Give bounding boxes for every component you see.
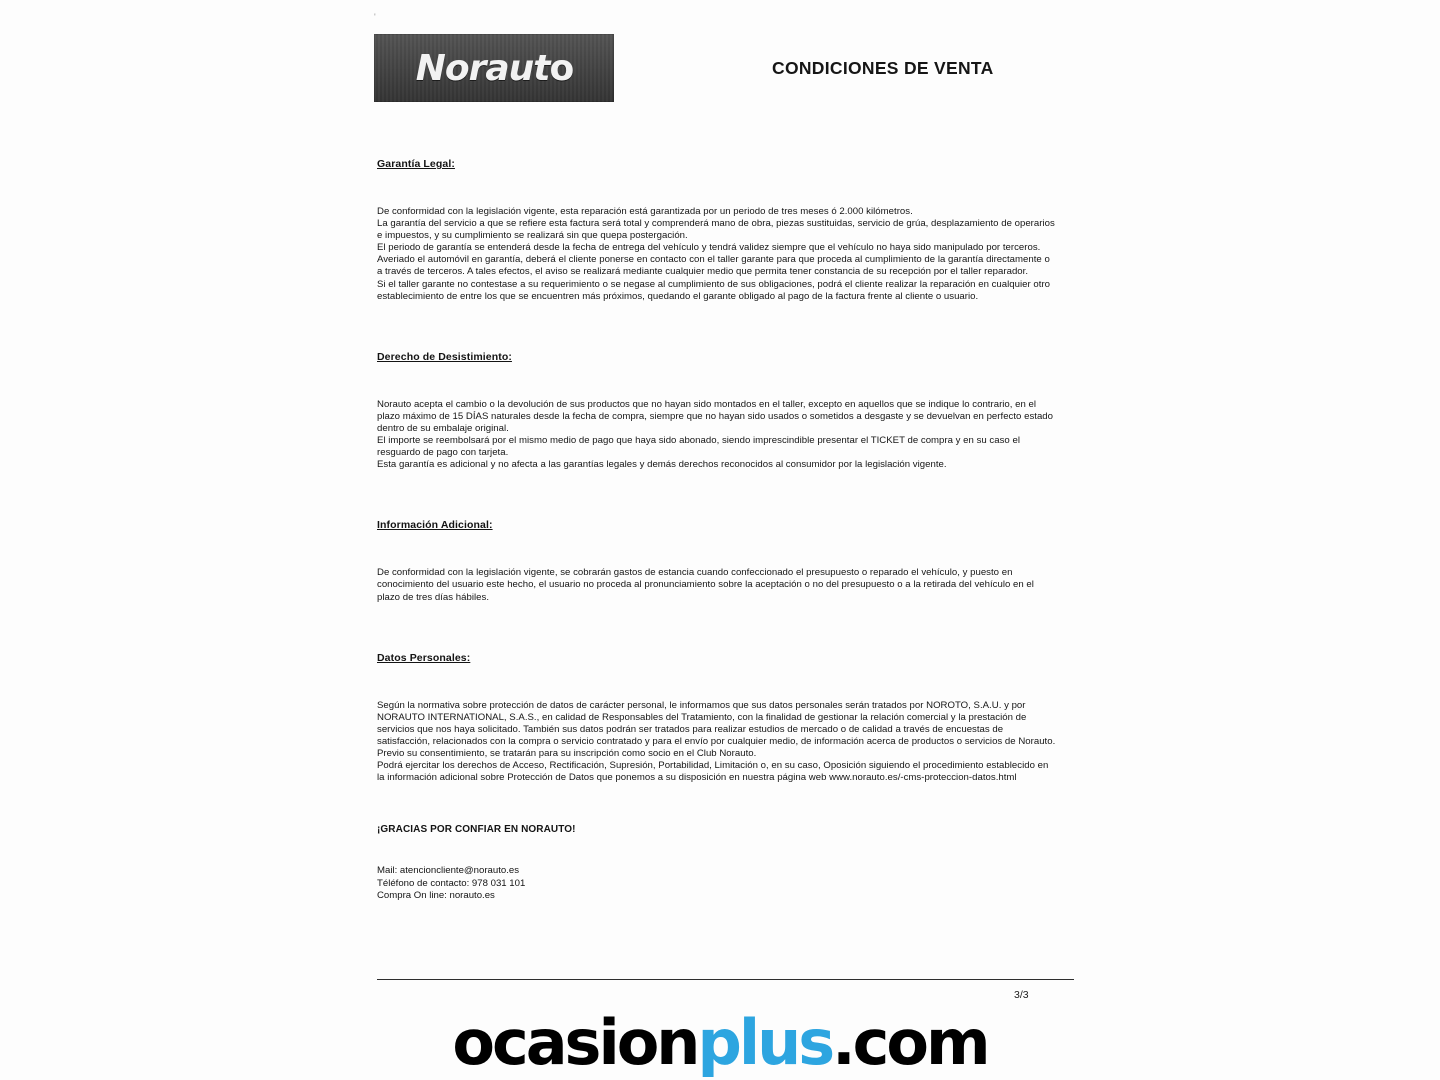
paragraph: De conformidad con la legislación vigente, se cobrarán gastos de estancia cuando confeccionado el presupuesto o reparado el vehículo, y puesto en conocimiento del usuario este hecho, el usuario no proceda al pronunciamiento sobre la aceptación o no del presupuesto o a la retirada del vehículo en el plazo de tres días hábiles. (377, 567, 1034, 603)
section-informacion-adicional (377, 519, 1057, 603)
paragraph: Si el taller garante no contestase a su requerimiento o se negase al cumplimiento de sus obligaciones, podrá el cliente realizar la reparación en cualquier otro establecimiento de entre los que se encuentren más próximos, quedando el garante obligado al pago de la factura frente al cliente o usuario. (377, 278, 1051, 302)
footer-divider (377, 979, 1074, 980)
brand-part-plus: plus (697, 1006, 833, 1079)
page-number: 3/3 (1014, 989, 1029, 1001)
scan-artifact: ' (374, 12, 376, 22)
section-heading: Garantía Legal: (377, 158, 455, 170)
brand-part-domain: .com (832, 1006, 988, 1079)
paragraph: El importe se reembolsará por el mismo medio de pago que haya sido abonado, siendo imprescindible presentar el TICKET de compra y en su caso el resguardo de pago con tarjeta. (377, 435, 1020, 459)
logo-text-main: Noraut (415, 47, 550, 89)
thanks-line: ¡GRACIAS POR CONFIAR EN NORAUTO! (377, 824, 576, 836)
section-derecho-desistimiento (377, 351, 1057, 472)
paragraph: El periodo de garantía se entenderá desde la fecha de entrega del vehículo y tendrá validez siempre que el vehículo no haya sido manipulado por terceros. (377, 242, 1041, 254)
logo-text-tail: o (549, 47, 573, 89)
section-heading: Derecho de Desistimiento: (377, 350, 512, 363)
section-garantia-legal (377, 158, 1057, 303)
paragraph: Podrá ejercitar los derechos de Acceso, Rectificación, Supresión, Portabilidad, Limitación o, en su caso, Oposición siguiendo el procedimiento establecido en la información adicional sobre Protección de Datos que ponemos a su disposición en nuestra página web www.norauto.es/-cms-proteccion-datos.html (377, 760, 1049, 784)
paragraph: La garantía del servicio a que se refiere esta factura será total y comprenderá mano de obra, piezas sustituidas, servicio de grúa, desplazamiento de operarios e impuestos, y su cumplimiento se realizará sin que quepa postergación. (377, 218, 1055, 242)
section-heading: Información Adicional: (377, 519, 493, 532)
paragraph: Según la normativa sobre protección de datos de carácter personal, le informamos que sus datos personales serán tratados por NOROTO, S.A.U. y por NORAUTO INTERNATIONAL, S.A.S., en calidad de Responsables del Tratamiento, con la finalidad de gestionar la relación comercial y la prestación de servicios que nos haya solicitado. También sus datos podrán ser tratados para realizar estudios de mercado o de calidad a través de encuestas de satisfacción, relacionados con la compra o servicio contratado y para el envío por cualquier medio, de información acerca de productos o servicios de Norauto. Previo su consentimiento, se tratarán para su inscripción como socio en el Club Norauto. (377, 699, 1056, 759)
brand-part-ocasion: ocasion (452, 1006, 698, 1079)
spacer (377, 489, 1057, 519)
contact-mail: Mail: atencioncliente@norauto.es (377, 865, 519, 877)
contact-block (377, 865, 1057, 902)
spacer (377, 321, 1057, 351)
spacer (377, 622, 1057, 652)
norauto-logo (374, 34, 614, 102)
paragraph: Averiado el automóvil en garantía, deberá el cliente ponerse en contacto con el taller garante para que proceda al cumplimiento de la garantía directamente o a través de terceros. A tales efectos, el aviso se realizará mediante cualquier medio que permita tener constancia de su recepción por el taller reparador. (377, 254, 1050, 278)
contact-phone: Téléfono de contacto: 978 031 101 (377, 877, 526, 889)
page-title: CONDICIONES DE VENTA (772, 58, 994, 78)
spacer (377, 835, 1057, 865)
contact-online: Compra On line: norauto.es (377, 889, 495, 901)
paragraph: Esta garantía es adicional y no afecta a las garantías legales y demás derechos reconocidos al consumidor por la legislación vigente. (377, 459, 947, 471)
spacer (377, 802, 1057, 824)
document-header (374, 34, 1074, 106)
section-datos-personales (377, 652, 1057, 785)
paragraph: Norauto acepta el cambio o la devolución de sus productos que no hayan sido montados en el taller, excepto en aquellos que se indique lo contrario, en el plazo máximo de 15 DÍAS naturales desde la fecha de compra, siempre que no hayan sido usados o sometidos a desgaste y se devuelvan en perfecto estado dentro de su embalaje original. (377, 398, 1054, 434)
document-body (377, 158, 1057, 902)
section-heading: Datos Personales: (377, 651, 471, 664)
ocasionplus-logo (0, 1006, 1440, 1079)
paragraph: De conformidad con la legislación vigente, esta reparación está garantizada por un periodo de tres meses ó 2.000 kilómetros. (377, 206, 913, 217)
